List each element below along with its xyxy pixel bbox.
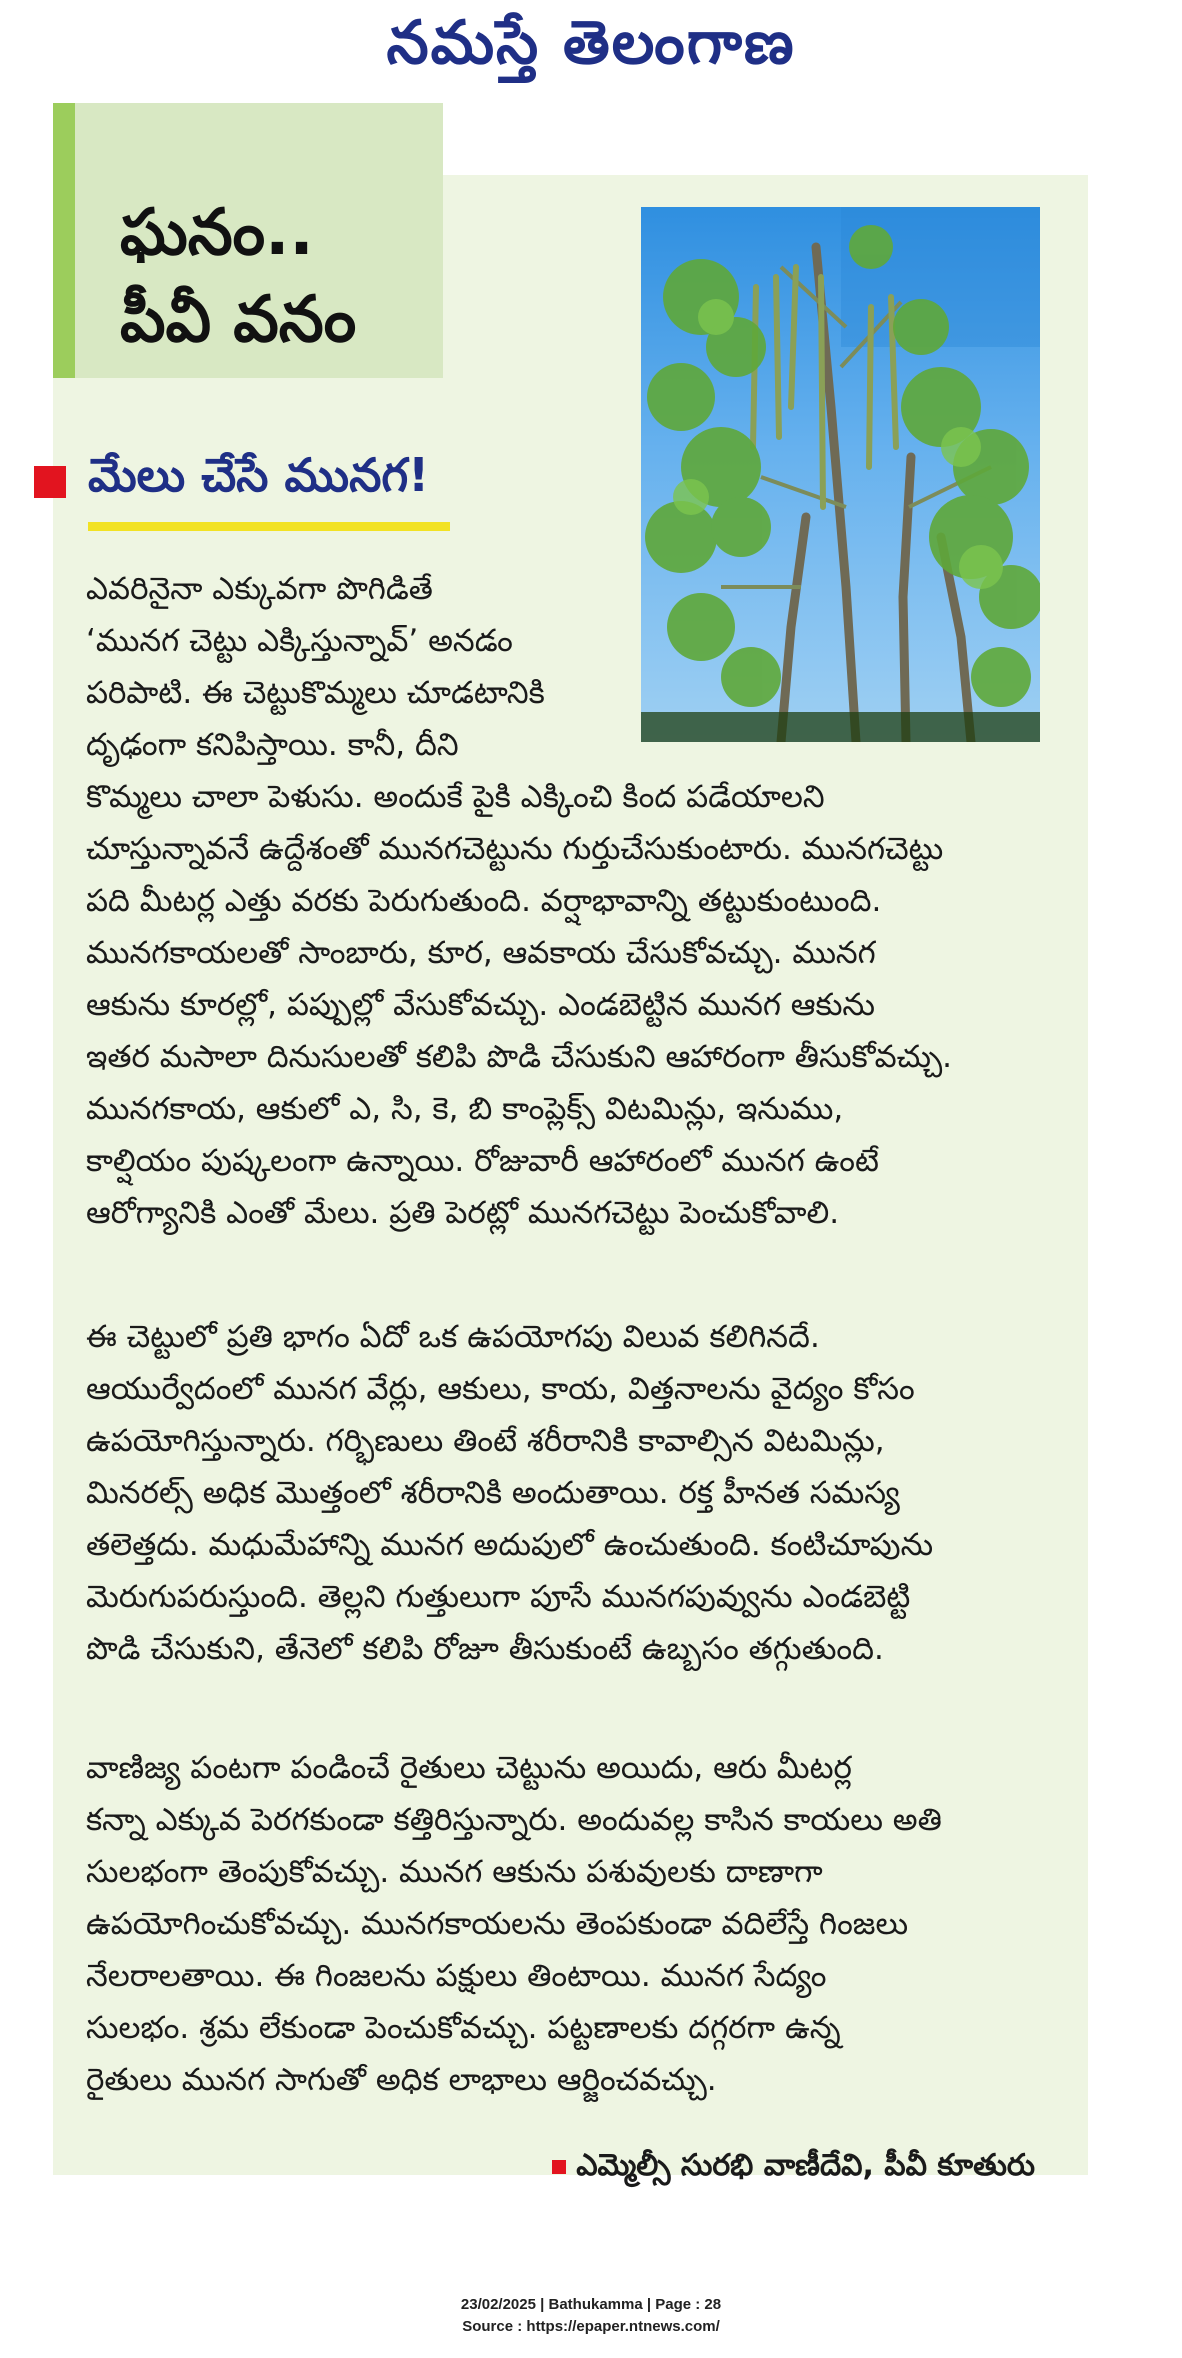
text-line: సులభంగా తెంపుకోవచ్చు. మునగ ఆకును పశువులకు దాణాగా xyxy=(86,1854,823,1890)
text-line: సులభం. శ్రమ లేకుండా పెంచుకోవచ్చు. పట్టణాలకు దగ్గరగా ఉన్న xyxy=(86,2010,841,2046)
byline-bullet-icon xyxy=(552,2160,566,2174)
text-line: ఈ చెట్టులో ప్రతి భాగం ఏదో ఒక ఉపయోగపు విలువ కలిగినదే. xyxy=(86,1319,820,1355)
footer-date-page: 23/02/2025 | Bathukamma | Page : 28 xyxy=(460,2296,722,2313)
text-line: పది మీటర్ల ఎత్తు వరకు పెరుగుతుంది. వర్షాభావాన్ని తట్టుకుంటుంది. xyxy=(86,883,882,919)
text-line: మునగకాయలతో సాంబారు, కూర, ఆవకాయ చేసుకోవచ్చు. మునగ xyxy=(86,935,876,971)
text-line: తలెత్తదు. మధుమేహాన్ని మునగ అదుపులో ఉంచుతుంది. కంటిచూపును xyxy=(86,1527,934,1563)
byline-text: ఎమ్మెల్సీ సురభి వాణీదేవి, పీవీ కూతురు xyxy=(576,2148,1035,2183)
headline-line-2: పీవీ వనం xyxy=(120,283,357,357)
text-line: ఇతర మసాలా దినుసులతో కలిపి పొడి చేసుకుని ఆహారంగా తీసుకోవచ్చు. xyxy=(86,1039,953,1075)
text-line: ఆరోగ్యానికి ఎంతో మేలు. ప్రతి పెరట్లో మునగచెట్టు పెంచుకోవాలి. xyxy=(86,1195,840,1231)
text-line: ఆకును కూరల్లో, పప్పుల్లో వేసుకోవచ్చు. ఎండబెట్టిన మునగ ఆకును xyxy=(86,987,875,1023)
text-line: ఆయుర్వేదంలో మునగ వేర్లు, ఆకులు, కాయ, విత్తనాలను వైద్యం కోసం xyxy=(86,1371,915,1407)
headline-line-1: ఘనం.. xyxy=(120,196,314,270)
text-line: కొమ్మలు చాలా పెళుసు. అందుకే పైకి ఎక్కించి కింద పడేయాలని xyxy=(86,779,825,815)
paragraph-1 xyxy=(86,563,1071,1239)
text-line: ఉపయోగించుకోవచ్చు. మునగకాయలను తెంపకుండా వదిలేస్తే గింజలు xyxy=(86,1906,909,1942)
text-line: కాల్షియం పుష్కలంగా ఉన్నాయి. రోజువారీ ఆహారంలో మునగ ఉంటే xyxy=(86,1143,879,1179)
text-line: రైతులు మునగ సాగుతో అధిక లాభాలు ఆర్జించవచ్చు. xyxy=(86,2062,717,2098)
paragraph-3 xyxy=(86,1742,1071,2106)
text-line: మునగకాయ, ఆకులో ఎ, సి, కె, బి కాంప్లెక్స్ విటమిన్లు, ఇనుము, xyxy=(86,1091,844,1127)
text-line: చూస్తున్నావనే ఉద్దేశంతో మునగచెట్టును గుర్తుచేసుకుంటారు. మునగచెట్టు xyxy=(86,831,944,867)
text-line: నేలరాలతాయి. ఈ గింజలను పక్షులు తింటాయి. మునగ సేద్యం xyxy=(86,1958,827,1994)
text-line: పొడి చేసుకుని, తేనెలో కలిపి రోజూ తీసుకుంటే ఉబ్బసం తగ్గుతుంది. xyxy=(86,1631,884,1667)
subhead-bullet-icon xyxy=(34,466,66,498)
text-line: ‘మునగ చెట్టు ఎక్కిస్తున్నావ్’ అనడం xyxy=(86,623,513,659)
subhead: మేలు చేసే మునగ! xyxy=(88,448,430,502)
text-line: ఉపయోగిస్తున్నారు. గర్భిణులు తింటే శరీరానికి కావాల్సిన విటమిన్లు, xyxy=(86,1423,885,1459)
text-line: వాణిజ్య పంటగా పండించే రైతులు చెట్టును అయిదు, ఆరు మీటర్ల xyxy=(86,1750,852,1786)
text-line: పరిపాటి. ఈ చెట్టుకొమ్మలు చూడటానికి xyxy=(86,675,545,711)
paragraph-2 xyxy=(86,1311,1071,1675)
text-line: మెరుగుపరుస్తుంది. తెల్లని గుత్తులుగా పూసే మునగపువ్వును ఎండబెట్టి xyxy=(86,1579,911,1615)
text-line: మినరల్స్ అధిక మొత్తంలో శరీరానికి అందుతాయి. రక్త హీనత సమస్య xyxy=(86,1475,900,1511)
author-byline xyxy=(552,2148,1035,2190)
text-line: దృఢంగా కనిపిస్తాయి. కానీ, దీని xyxy=(86,727,459,763)
text-line: కన్నా ఎక్కువ పెరగకుండా కత్తిరిస్తున్నారు. అందువల్ల కాసిన కాయలు అతి xyxy=(86,1802,942,1838)
footer-source: Source : https://epaper.ntnews.com/ xyxy=(462,2318,720,2335)
subhead-underline xyxy=(88,522,450,531)
masthead-logo: నమస్తే తెలంగాణ xyxy=(386,8,796,78)
text-line: ఎవరినైనా ఎక్కువగా పొగిడితే xyxy=(86,571,433,607)
